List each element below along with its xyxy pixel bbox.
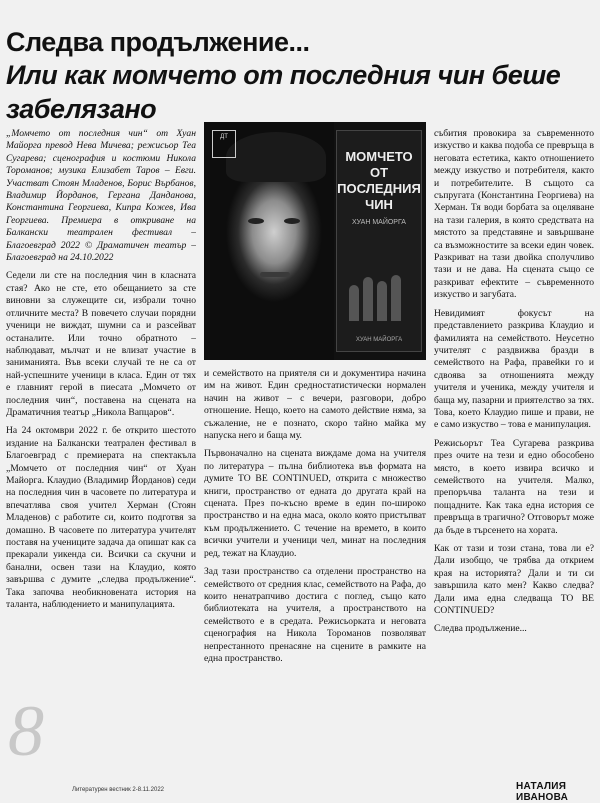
page-number: 8 (8, 691, 44, 771)
article-column-1 (6, 128, 196, 768)
book-author: ХУАН МАЙОРГА (355, 337, 403, 343)
article-paragraph: Седели ли сте на последния чин в класната стая? Ако не сте, ето обещанието за сте виновни за служещите си, избрали точно отличните места? В повечето случаи порядни ученици не виждат, шумни са и разсейват останалите. Или точно обратното – наблюдават, мълчат и не влизат участие в заниманията. Във всеки случай те не са от най-успешните ученици в класа. Един от тях е главният герой в пиесата „Момчето от последния чин“, поставена на сцената на Драматичния театър „Никола Вапцаров“. (6, 270, 196, 418)
book-title-line-1: МОМЧЕТО (345, 149, 413, 164)
author-byline: НАТАЛИЯ ИВАНОВА (516, 781, 569, 803)
article-paragraph: Зад тази пространство са отделени пространство на семейството от средния клас, семейството на Рафа, до които ненатрапчиво достига с поглед, също като библиотеката на учителя, а пространството на семейството е в средата. Режисьорката и неговата сценография на Никола Тороманов позволяват непрестанното пренасяне на сцените в рамките на една пространство. (204, 566, 426, 664)
figures-illustration-icon (347, 261, 411, 321)
article-column-3 (434, 128, 594, 768)
book-title-line-2: ОТ ПОСЛЕДНИЯ (337, 165, 421, 196)
article-paragraph: Следва продължение... (434, 623, 527, 635)
article-paragraph: събития провокира за съвременното изкуство и каква подоба се превръща в неговата естетика, както отношението между изкуство и потребителя, както и потребителите. В същото са съпругата (Константина Георгиева) на Херман. Тя води борбата за оцеляване на тази галерия, в която средствата на мястото за представяне и завършване са възможностите за всеки един човек. Разкриват на тази двойка сполучливо тази и не дава. На сцената също се разкриват ефектите – съвременното изкуство и загубата. (434, 128, 594, 301)
article-paragraph: и семейството на приятеля си и документира начина им на живот. Един средностатистически нормален начин на живот – с вечери, разговори, добро отношение. Нещо, което на самото действие няма, за съжаление, не е познато, скоро тайно майка му напуска него и баща му. (204, 368, 426, 442)
headline-line-1: Следва продължение... (6, 27, 310, 57)
article-paragraph: Първоначално на сцената виждаме дома на учителя по литература – пълна библиотека във формата на думите TO BE CONTINUED, открита с множество книги, пространство от едната до другата край на сцената. През по-късно време в един по-широко пространство и на една маса, около която пристъпват към продължението. С течение на времето, в които всички учители и ученици чел, минат на последния ред, тежат на Клаудио. (204, 448, 426, 559)
article-column-2 (204, 368, 426, 778)
book-subtitle: ХУАН МАЙОРГА (352, 219, 406, 226)
book-cover (336, 130, 422, 352)
production-credits: „Момчето от последния чин“ от Хуан Майорга превод Нева Мичева; режисьор Теа Сугарева; сценография и костюми Никола Тороманов; музика Елизабет Таров – Евги. Участват Стоян Младенов, Борис Върбанов, Владимир Йорданов, Гергана Данданова, Константина Георгиева, Кипра Кожев, Ива Георгиева. Премиера в откриване на Балкански театрален фестивал – Благоевград 2022 © Драматичен театър – Благоевград на 24.10.2022 (6, 128, 196, 264)
article-paragraph: Невидимият фокусът на представлението разкрива Клаудио и фамилията на семейството. Неусетно учителят с раздвижва бразди в семейството на Рафа, правейки го и сдвоява за отношенията между учителя и ученика, между учителя и баща му, пазарни и приятелство за тях. Това, което Клаудио пише и прави, не е само изкуство – това е манипулация. (434, 307, 594, 431)
article-paragraph: На 24 октомври 2022 г. бе открито шестото издание на Балкански театрален фестивал в Благоевград с премиерата на спектакъла „Момчето от последния чин“ от Хуан Майорга. Клаудио (Владимир Йорданов) седи на последния чин в часовете по литература и впечатлява своя учител Херман (Стоян Младенов) с работите си, които подготвя за домашно. В часовете по литература учителят поставя на учениците задача да опишат как са прекарали уикенда си. Всички са скучни и банални, освен тази на Клаудио, която завършва с думите „следва продължение“. Така започва необикновената история на таланта, наблюдението и манипулацията. (6, 425, 196, 611)
article-paragraph: Режисьорът Теа Сугарева разкрива през очите на тези и едно обособено място, в което извира всичко и семейството на учителя. Малко, препоръчва таланта на тези и пощадните. Как така една история се превръща в трагично? Отговорът може да бъде в търсенето на хората. (434, 437, 594, 536)
production-photo (204, 122, 426, 360)
headline-line-2: Или как момчето от последния чин беше забелязано (6, 60, 561, 124)
article-paragraph: Как от тази и този стана, това ли е? Дали изобщо, че трябва да открием края на историята? Дали и ти си завършила като мен? Какво следва? Дали има една следваща TO BE CONTINUED? (434, 543, 594, 617)
book-title-line-3: ЧИН (365, 197, 393, 212)
footer-publication-info: Литературен вестник 2-8.11.2022 (72, 787, 164, 793)
article-headline (6, 26, 596, 126)
theatre-logo-icon: ДТ (212, 130, 236, 158)
